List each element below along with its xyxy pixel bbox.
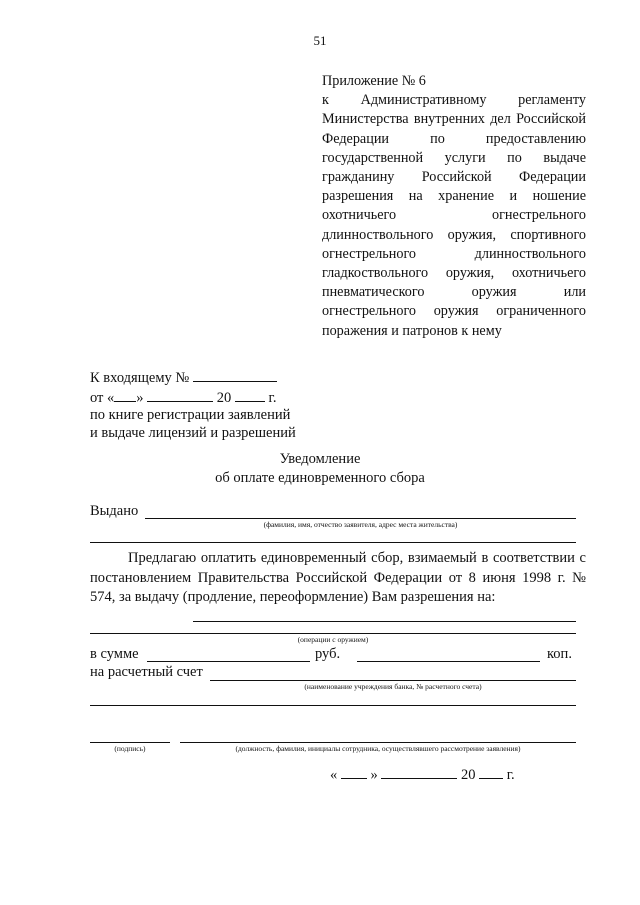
incoming-date-row [90,389,276,407]
amount-label: в сумме [90,646,139,662]
amount-kop-label: коп. [547,646,572,662]
signature-caption: (подпись) [114,744,146,753]
incoming-book-line: по книге регистрации заявлений [90,407,291,423]
date-day-field[interactable] [341,766,367,779]
page-number: 51 [313,33,327,48]
appendix-title: Приложение № 6 [322,73,426,89]
notice-title: Уведомление [279,451,361,467]
incoming-licenses-line: и выдаче лицензий и разрешений [90,425,296,441]
signature-field[interactable] [90,742,170,743]
date-month-field[interactable] [381,766,457,779]
incoming-date-open: от « [90,390,115,406]
date-year-field[interactable] [479,766,503,779]
account-label: на расчетный счет [90,664,203,680]
employee-position-field[interactable] [180,742,576,743]
issued-field[interactable] [145,518,576,519]
incoming-number-row [90,369,277,387]
account-field-second-line[interactable] [90,705,576,706]
appendix-block [322,72,586,341]
notice-subtitle: об оплате единовременного сбора [215,470,425,486]
account-caption: (наименование учреждения банка, № расчетного счета) [304,682,482,691]
appendix-text: к Административному регламенту Министерства внутренних дел Российской Федерации по предоставлению государственной услуги по выдаче гражданину Российской Федерации разрешения на хранение и ношение охотничьего огнестрельного длинноствольного оружия, спортивного огнестрельного длинноствольного гладкоствольного оружия, охотничьего пневматического оружия или огнестрельного оружия ограниченного поражения и патронов к нему [322,92,586,339]
issued-label: Выдано [90,503,139,519]
incoming-number-label: К входящему № [90,370,190,386]
amount-kop-field[interactable] [357,661,540,662]
incoming-year-prefix: 20 [216,390,232,406]
employee-position-caption: (должность, фамилия, инициалы сотрудника, осуществлявшего рассмотрение заявления) [235,744,521,753]
operations-caption: (операции с оружием) [297,635,369,644]
payment-paragraph [90,549,586,608]
date-close: » [370,767,378,783]
permit-field[interactable] [193,621,576,622]
incoming-date-close: » [136,390,144,406]
date-row [330,766,515,784]
account-field[interactable] [210,680,576,681]
issued-caption: (фамилия, имя, отчество заявителя, адрес места жительства) [263,520,458,529]
amount-rub-label: руб. [315,646,341,662]
date-year-prefix: 20 [461,767,476,783]
incoming-number-field[interactable] [193,369,277,382]
date-open: « [330,767,338,783]
incoming-day-field[interactable] [114,389,136,402]
incoming-month-field[interactable] [147,389,213,402]
operations-field[interactable] [90,633,576,634]
date-year-suffix: г. [506,767,515,783]
payment-paragraph-text: Предлагаю оплатить единовременный сбор, взимаемый в соответствии с постановлением Правительства Российской Федерации от 8 июня 1998 г. № 574, за выдачу (продление, переоформление) Вам разрешения на: [90,550,586,605]
incoming-year-suffix: г. [268,390,277,406]
amount-rub-field[interactable] [147,661,310,662]
incoming-year-field[interactable] [235,389,265,402]
issued-field-second-line[interactable] [90,542,576,543]
